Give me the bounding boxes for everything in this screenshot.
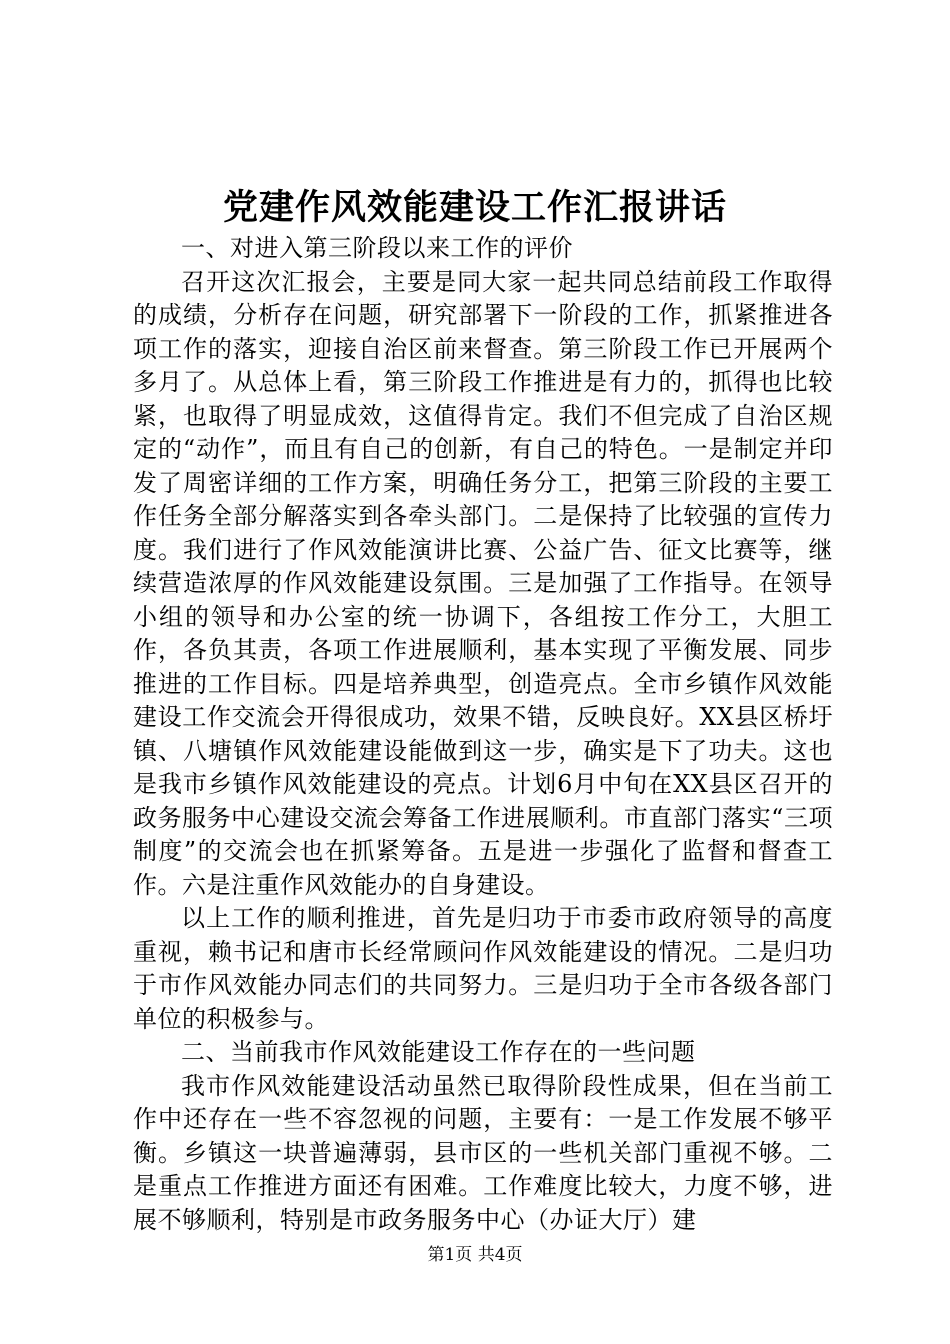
body-paragraph-3: 我市作风效能建设活动虽然已取得阶段性成果，但在当前工作中还存在一些不容忽视的问题，主要有：一是工作发展不够平衡。乡镇这一块普遍薄弱，县市区的一些机关部门重视不够。二是重点工作推进方面还有困难。工作难度比较大，力度不够，进展不够顺利，特别是市政务服务中心（办证大厅）建 bbox=[133, 1071, 833, 1234]
document-body bbox=[133, 232, 833, 1237]
page-footer: 第1页 共4页 bbox=[427, 1245, 523, 1265]
section-heading-1: 一、对进入第三阶段以来工作的评价 bbox=[181, 234, 573, 262]
body-paragraph-2: 以上工作的顺利推进，首先是归功于市委市政府领导的高度重视，赖书记和唐市长经常顾问作风效能建设的情况。二是归功于市作风效能办同志们的共同努力。三是归功于全市各级各部门单位的积极参与。 bbox=[133, 904, 833, 1033]
section-heading-2: 二、当前我市作风效能建设工作存在的一些问题 bbox=[181, 1038, 696, 1066]
document-title: 党建作风效能建设工作汇报讲话 bbox=[222, 187, 727, 228]
body-paragraph-1: 召开这次汇报会，主要是同大家一起共同总结前段工作取得的成绩，分析存在问题，研究部署下一阶段的工作，抓紧推进各项工作的落实，迎接自治区前来督查。第三阶段工作已开展两个多月了。从总体上看，第三阶段工作推进是有力的，抓得也比较紧，也取得了明显成效，这值得肯定。我们不但完成了自治区规定的“动作”，而且有自己的创新，有自己的特色。一是制定并印发了周密详细的工作方案，明确任务分工，把第三阶段的主要工作任务全部分解落实到各牵头部门。二是保持了比较强的宣传力度。我们进行了作风效能演讲比赛、公益广告、征文比赛等，继续营造浓厚的作风效能建设氛围。三是加强了工作指导。在领导小组的领导和办公室的统一协调下，各组按工作分工，大胆工作，各负其责，各项工作进展顺利，基本实现了平衡发展、同步推进的工作目标。四是培养典型，创造亮点。全市乡镇作风效能建设工作交流会开得很成功，效果不错，反映良好。XX县区桥圩镇、八塘镇作风效能建设能做到这一步，确实是下了功夫。这也是我市乡镇作风效能建设的亮点。计划6月中旬在XX县区召开的政务服务中心建设交流会筹备工作进展顺利。市直部门落实“三项制度”的交流会也在抓紧筹备。五是进一步强化了监督和督查工作。六是注重作风效能办的自身建设。 bbox=[133, 267, 833, 899]
